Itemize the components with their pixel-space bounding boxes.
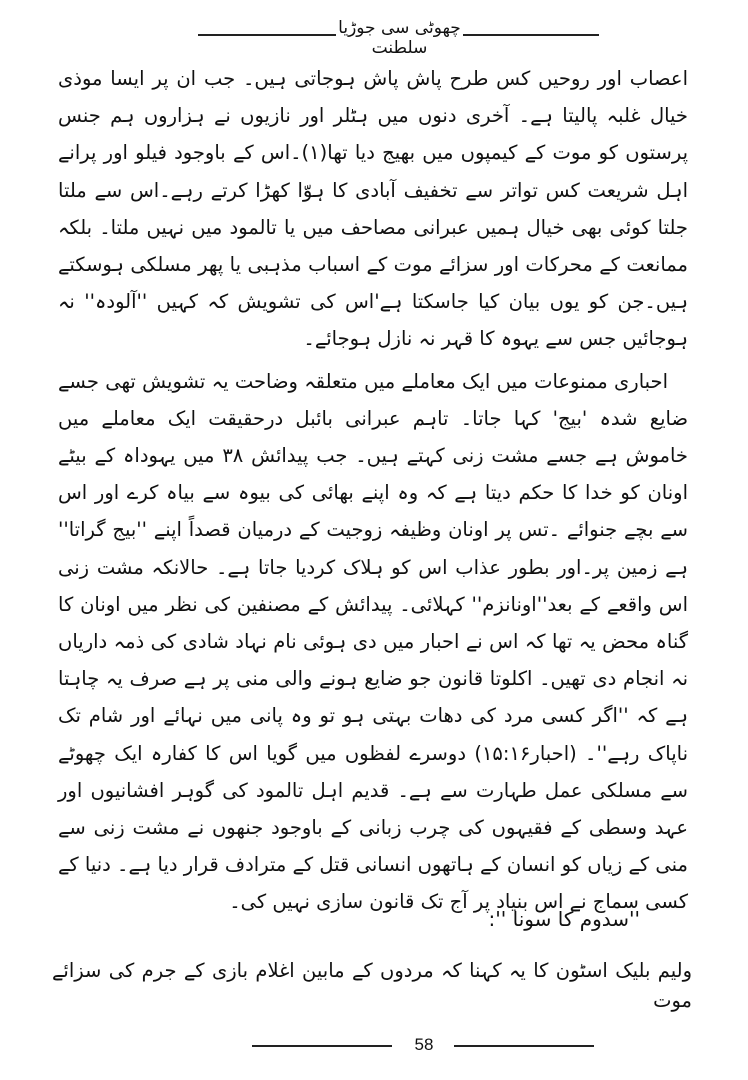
header-rule-left bbox=[198, 34, 336, 36]
paragraph: احباری ممنوعات میں ایک معاملے میں متعلقہ وضاحت یہ تشویش تھی جسے ضایع شدہ 'بیج' کہا جاتا۔ تاہم عبرانی بائبل درحقیقت ایک معاملے میں خاموش ہے جسے مشت زنی کہتے ہیں۔ جب پیدائش ۳۸ میں یہوداہ کے بیٹے اونان کو خدا کا حکم دیتا ہے کہ وہ اپنے بھائی کی بیوہ سے بیاہ کرے اور اس سے بچے جنوائے ۔تس پر اونان وظیفہ زوجیت کے درمیان قصداً اپنے ''بیج گراتا'' ہے زمین پر۔اور بطور عذاب اس کو ہلاک کردیا جاتا ہے۔ حالانکہ مشت زنی اس واقعے کے بعد''اونانزم'' کہلائی۔ پیدائش کے مصنفین کی نظر میں اونان کا گناہ محض یہ تھا کہ اس نے احبار میں دی ہوئی نام نہاد شادی کی ذمہ داریاں نہ انجام دی تھیں۔ اکلوتا قانون جو ضایع ہونے والی منی پر ہے صرف یہ چاہتا ہے کہ ''اگر کسی مرد کی دھات بہتی ہو تو وہ پانی میں نہائے اور شام تک ناپاک رہے''۔ (احبار۱۵:۱۶) دوسرے لفظوں میں گویا اس کا کفارہ ایک چھوٹے سے مسلکی عمل طہارت سے ہے۔ قدیم اہل تالمود کی گوہر افشانیوں اور عہد وسطی کے فقیہوں کی چرب زبانی کے باوجود جنھوں نے مشت زنی سے منی کے زیاں کو انسان کے ہاتھوں انسانی قتل کے مترادف قرار دیا ہے۔ دنیا کے کسی سماج نے اس بنیاد پر آج تک قانون سازی نہیں کی۔ bbox=[58, 369, 688, 914]
page-number: 58 bbox=[414, 1035, 434, 1054]
running-header bbox=[0, 14, 748, 58]
body-text bbox=[58, 60, 688, 921]
footer-rule-left bbox=[252, 1045, 392, 1047]
header-rule-right bbox=[463, 34, 599, 36]
footer-rule-right bbox=[454, 1045, 594, 1047]
page-footer bbox=[0, 1030, 748, 1060]
section-heading: ''سدوم کا سونا '': bbox=[488, 907, 640, 931]
running-header-title: چھوٹی سی جوڑیا سلطنت bbox=[338, 18, 461, 58]
paragraph: اعصاب اور روحیں کس طرح پاش پاش ہوجاتی ہیں۔ جب ان پر ایسا موذی خیال غلبہ پالیتا ہے۔ آخری دنوں میں ہٹلر اور نازیوں نے ہزاروں ہم جنس پرستوں کو موت کے کیمپوں میں بھیج دیا تھا(۱)۔اس کے باوجود فیلو اور پرانے اہل شریعت کس تواتر سے تخفیف آبادی کا ہوّا کھڑا کرتے رہے۔اس سے ملتا جلتا کوئی بھی خیال ہمیں عبرانی مصاحف میں یا تالمود میں نہیں ملتا۔ بلکہ ممانعت کے محرکات اور سزائے موت کے اسباب مذہبی یا پھر مسلکی ہوسکتے ہیں۔جن کو یوں بیان کیا جاسکتا ہے'اس کی تشویش کہ کہیں ''آلودہ'' نہ ہوجائیں جس سے یہوہ کا قہر نہ نازل ہوجائے۔ bbox=[58, 67, 689, 351]
section-first-line: ولیم بلیک اسٹون کا یہ کہنا کہ مردوں کے مابین اغلام بازی کے جرم کی سزائے موت bbox=[52, 959, 692, 1012]
